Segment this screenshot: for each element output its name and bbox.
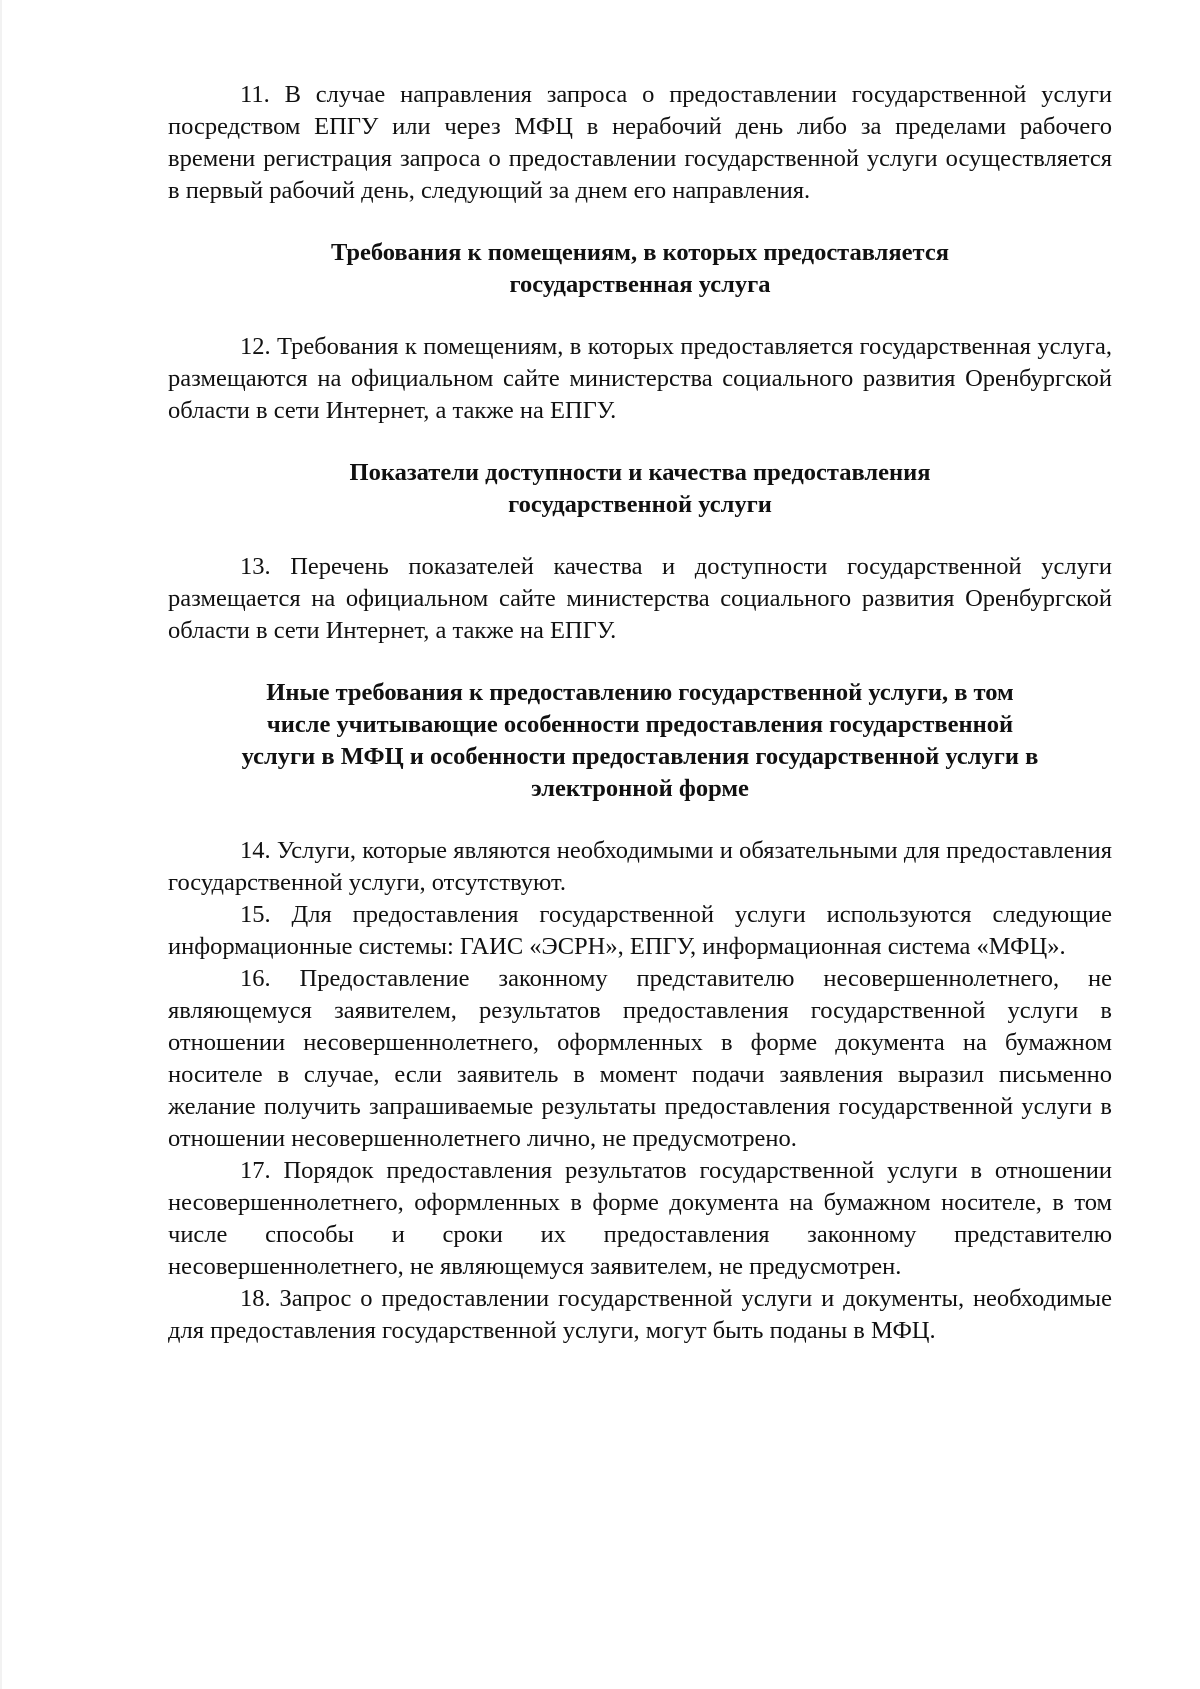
paragraph-13: 13. Перечень показателей качества и доступности государственной услуги размещается на официальном сайте министерства социального развития Оренбургской области в сети Интернет, а также на ЕПГУ.: [168, 553, 1112, 644]
spacer: [168, 647, 1112, 677]
heading-line: государственная услуга: [509, 271, 771, 298]
heading-line: Показатели доступности и качества предоставления: [349, 459, 931, 486]
section-heading-premises: [168, 237, 1112, 301]
paragraph-11: 11. В случае направления запроса о предоставлении государственной услуги посредством ЕПГУ или через МФЦ в нерабочий день либо за пределами рабочего времени регистрация запроса о предоставлении государственной услуги осуществляется в первый рабочий день, следующий за днем его направления.: [168, 81, 1112, 204]
spacer: [168, 207, 1112, 237]
paragraph-12: 12. Требования к помещениям, в которых предоставляется государственная услуга, размещаются на официальном сайте министерства социального развития Оренбургской области в сети Интернет, а также на ЕПГУ.: [168, 333, 1112, 424]
spacer: [168, 521, 1112, 551]
spacer: [168, 805, 1112, 835]
section-heading-other-requirements: [168, 677, 1112, 805]
heading-line: государственной услуги: [508, 491, 772, 518]
heading-line: электронной форме: [531, 775, 749, 802]
heading-line: услуги в МФЦ и особенности предоставления государственной услуги в: [241, 743, 1039, 770]
heading-line: числе учитывающие особенности предоставления государственной: [266, 711, 1014, 738]
paragraph-14: 14. Услуги, которые являются необходимыми и обязательными для предоставления государственной услуги, отсутствуют.: [168, 837, 1112, 896]
spacer: [168, 301, 1112, 331]
scan-edge: [0, 0, 2, 1689]
paragraph-17: 17. Порядок предоставления результатов государственной услуги в отношении несовершеннолетнего, оформленных в форме документа на бумажном носителе, в том числе способы и сроки их предоставления законному представителю несовершеннолетнего, не являющемуся заявителем, не предусмотрен.: [168, 1157, 1112, 1280]
paragraph-16: 16. Предоставление законному представителю несовершеннолетнего, не являющемуся заявителем, результатов предоставления государственной услуги в отношении несовершеннолетнего, оформленных в форме документа на бумажном носителе в случае, если заявитель в момент подачи заявления выразил письменно желание получить запрашиваемые результаты предоставления государственной услуги в отношении несовершеннолетнего лично, не предусмотрено.: [168, 965, 1112, 1152]
paragraph-15: 15. Для предоставления государственной услуги используются следующие информационные системы: ГАИС «ЭСРН», ЕПГУ, информационная система «МФЦ».: [168, 901, 1112, 960]
spacer: [168, 427, 1112, 457]
heading-line: Требования к помещениям, в которых предоставляется: [330, 239, 950, 266]
section-heading-accessibility: [168, 457, 1112, 521]
paragraph-18: 18. Запрос о предоставлении государственной услуги и документы, необходимые для предоставления государственной услуги, могут быть поданы в МФЦ.: [168, 1285, 1112, 1344]
heading-line: Иные требования к предоставлению государственной услуги, в том: [266, 679, 1014, 706]
